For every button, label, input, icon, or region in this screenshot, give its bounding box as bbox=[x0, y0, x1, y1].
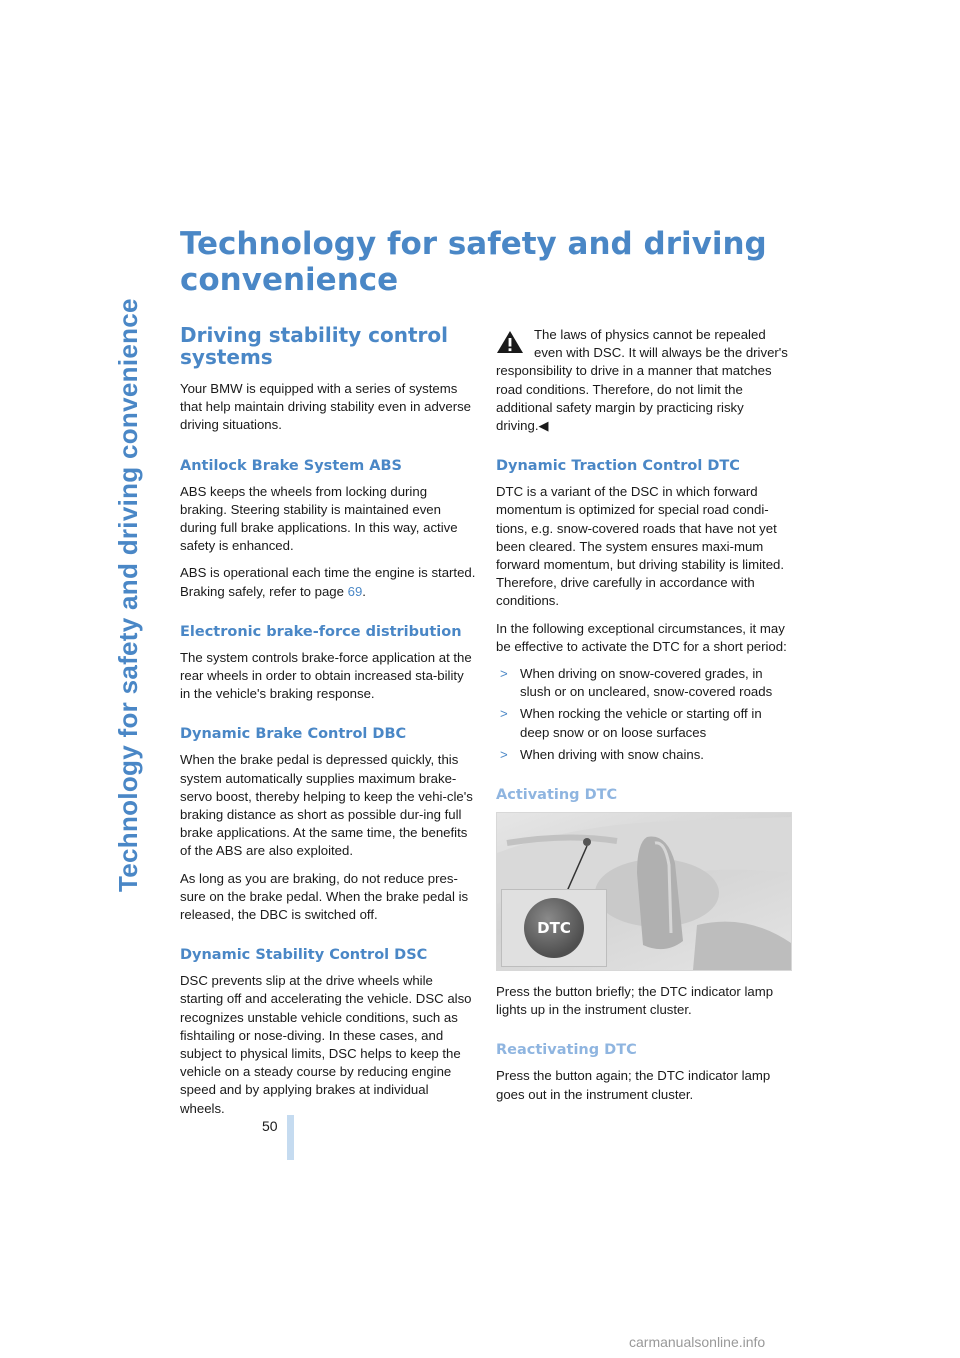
dtc-paragraph-2: In the following exceptional circumstances, it may be effective to activate the DTC for a short period: bbox=[496, 620, 787, 654]
ebd-heading: Electronic brake-force distribution bbox=[180, 623, 462, 640]
page-69-link[interactable]: 69 bbox=[347, 583, 363, 599]
section-title-line1: Driving stability control bbox=[180, 323, 448, 347]
ebd-paragraph: The system controls brake-force application at the rear wheels in order to obtain increased sta-bility in the vehicle's braking response. bbox=[180, 649, 472, 702]
left-column bbox=[180, 324, 476, 1127]
warning-text: The laws of physics cannot be repealed even with DSC. It will always be the driver's responsibility to drive in a manner that matches road conditions. Therefore, do not limit the additional safety margin by practicing risky driving. bbox=[496, 327, 788, 434]
side-chapter-title bbox=[108, 0, 148, 1358]
abs-heading: Antilock Brake System ABS bbox=[180, 457, 402, 474]
list-item-text: When driving with snow chains. bbox=[520, 746, 704, 762]
page-title-line2: convenience bbox=[180, 262, 399, 298]
page-marker-bar bbox=[287, 1115, 294, 1160]
page-title-line1: Technology for safety and driving bbox=[180, 226, 767, 262]
dtc-paragraph-1: DTC is a variant of the DSC in which forward momentum is optimized for special road condi-tions, e.g. snow-covered roads that have not yet been cleared. The system ensures maxi-mum forward momentum, but driving stability is limited. Therefore, drive carefully in accordance with conditions. bbox=[496, 484, 785, 609]
right-column bbox=[496, 326, 792, 1113]
page-title bbox=[180, 226, 767, 298]
abs-paragraph-1: ABS keeps the wheels from locking during braking. Steering stability is maintained even during full brake applications. In this way, active safety is enhanced. bbox=[180, 483, 458, 554]
abs-p2-end: . bbox=[362, 583, 366, 599]
bullet-mark: > bbox=[500, 666, 508, 682]
warning-note bbox=[496, 326, 792, 435]
dsc-paragraph: DSC prevents slip at the drive wheels while starting off and accelerating the vehicle. DSC also recognizes unstable vehicle conditions, such as fishtailing or nose-diving. In these cases, and subject to physical limits, DSC helps to keep the vehicle on a steady course by reducing engine speed and by applying brakes at individual wheels. bbox=[180, 973, 472, 1116]
section-title bbox=[180, 324, 476, 368]
dbc-heading: Dynamic Brake Control DBC bbox=[180, 726, 407, 743]
dtc-figure bbox=[496, 812, 792, 971]
list-item bbox=[496, 705, 792, 741]
dtc-button[interactable]: DTC bbox=[524, 898, 584, 958]
bullet-mark: > bbox=[500, 746, 508, 762]
list-item bbox=[496, 746, 792, 764]
dbc-paragraph-1: When the brake pedal is depressed quickly, this system automatically supplies maximum brake-servo boost, thereby helping to keep the vehi-cle's braking distance as short as possible dur-ing full brake applications. At the same time, the benefits of the ABS are also exploited. bbox=[180, 752, 473, 859]
bullet-mark: > bbox=[500, 706, 508, 722]
page-number: 50 bbox=[262, 1118, 278, 1134]
dtc-button-inset bbox=[501, 889, 607, 967]
side-chapter-title-text: Technology for safety and driving convenience bbox=[113, 298, 143, 892]
warning-triangle-icon bbox=[496, 330, 524, 354]
list-item-text: When driving on snow-covered grades, in slush or on uncleared, snow-covered roads bbox=[520, 666, 773, 700]
list-item bbox=[496, 665, 792, 701]
activating-heading: Activating DTC bbox=[496, 787, 618, 804]
reactivating-heading: Reactivating DTC bbox=[496, 1042, 637, 1059]
reactivating-paragraph: Press the button again; the DTC indicator lamp goes out in the instrument cluster. bbox=[496, 1068, 771, 1102]
activating-paragraph: Press the button briefly; the DTC indicator lamp lights up in the instrument cluster. bbox=[496, 984, 774, 1018]
intro-paragraph: Your BMW is equipped with a series of systems that help maintain driving stability even in adverse driving situations. bbox=[180, 381, 472, 433]
watermark: carmanualsonline.info bbox=[629, 1334, 766, 1350]
dsc-heading: Dynamic Stability Control DSC bbox=[180, 947, 428, 964]
list-item-text: When rocking the vehicle or starting off in deep snow or on loose surfaces bbox=[520, 706, 762, 740]
dtc-bullet-list bbox=[496, 665, 792, 764]
section-title-line2: systems bbox=[180, 345, 273, 369]
dbc-paragraph-2: As long as you are braking, do not reduce pres-sure on the brake pedal. When the brake pedal is released, the DBC is switched off. bbox=[180, 870, 469, 923]
abs-paragraph-2 bbox=[180, 564, 476, 600]
dtc-heading: Dynamic Traction Control DTC bbox=[496, 458, 740, 475]
abs-p2-text: ABS is operational each time the engine is started. Braking safely, refer to page bbox=[180, 565, 476, 599]
end-mark: ◀ bbox=[538, 418, 549, 434]
warning-paragraph bbox=[496, 326, 792, 435]
